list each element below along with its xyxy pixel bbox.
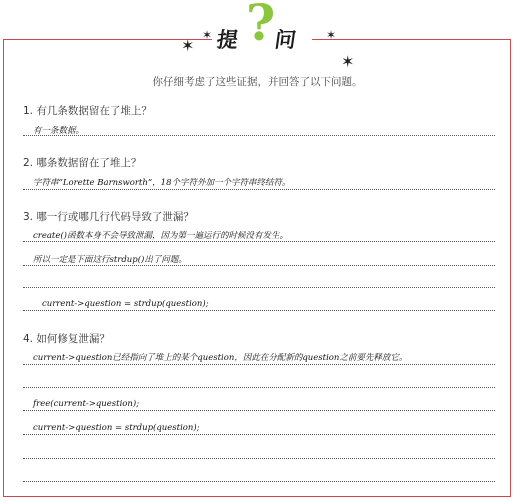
answer-line [23, 189, 495, 190]
question-mark-icon: ? [246, 0, 276, 52]
answer-3-line-1: create()函数本身不会导致泄漏，因为第一遍运行的时候没有发生。 [33, 231, 289, 241]
answer-line [23, 310, 495, 311]
answer-line [23, 387, 495, 388]
star-icon-left-1: ✶ [181, 36, 195, 55]
question-1: 1. 有几条数据留在了堆上？ [23, 105, 152, 117]
question-3: 3. 哪一行或哪几行代码导致了泄漏？ [23, 211, 194, 223]
star-icon-right-1: ✶ [326, 28, 337, 42]
answer-line [23, 287, 495, 288]
answer-1-line-1: 有一条数据。 [33, 126, 85, 136]
answer-4-line-2: free(current->question); [33, 399, 140, 409]
answer-line [23, 458, 495, 459]
title-right-char: 问 [273, 28, 298, 52]
question-4: 4. 如何修复泄漏？ [23, 333, 110, 345]
title-left-char: 提 [215, 28, 241, 52]
answer-3-line-2: 所以一定是下面这行strdup()出了问题。 [33, 255, 187, 265]
answer-line [23, 434, 495, 435]
answer-line [23, 410, 495, 411]
answer-4-line-1: current->question已经指向了堆上的某个question，因此在分配新的question之前要先释放它。 [33, 353, 408, 363]
answer-4-line-3: current->question = strdup(question); [33, 423, 200, 433]
star-icon-right-2: ✶ [341, 52, 355, 71]
answer-line [23, 481, 495, 482]
answer-line [23, 135, 495, 136]
header [0, 0, 515, 71]
star-icon-left-2: ✶ [202, 28, 213, 42]
question-2: 2. 哪条数据留在了堆上？ [23, 157, 142, 169]
answer-3-code: current->question = strdup(question); [42, 299, 209, 309]
answer-line [23, 364, 495, 365]
answer-line [23, 241, 495, 242]
intro-text: 你仔细考虑了这些证据，并回答了以下问题。 [152, 76, 363, 88]
answer-line [23, 265, 495, 266]
answer-2-line-1: 字符串“Lorette Barnsworth”，18个字符外加一个字符串终结符。 [33, 178, 291, 188]
